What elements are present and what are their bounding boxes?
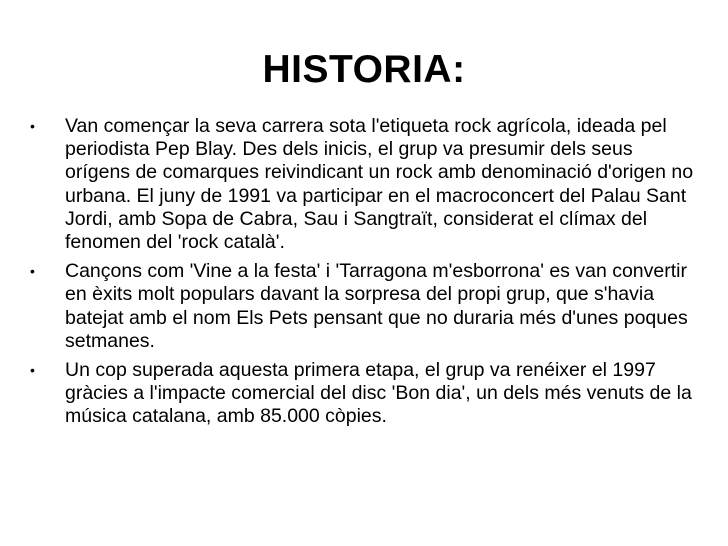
bullet-item [30, 115, 698, 254]
slide-title: HISTORIA: [262, 48, 466, 91]
bullet-item [30, 359, 698, 429]
bullet-text: Un cop superada aquesta primera etapa, el grup va renéixer el 1997 gràcies a l'impacte comercial del disc 'Bon dia', un dels més venuts de la música catalana, amb 85.000 còpies. [65, 359, 692, 428]
bullet-icon: • [30, 362, 35, 379]
bullet-list [30, 115, 698, 435]
bullet-item [30, 260, 698, 353]
bullet-text: Cançons com 'Vine a la festa' i 'Tarragona m'esborrona' es van convertir en èxits molt populars davant la sorpresa del propi grup, que s'havia batejat amb el nom Els Pets pensant que no duraria més d'unes poques setmanes. [65, 260, 688, 352]
bullet-text: Van començar la seva carrera sota l'etiqueta rock agrícola, ideada pel periodista Pep Blay. Des dels inicis, el grup va presumir dels seus orígens de comarques reivindicant un rock amb denominació d'origen no urbana. El juny de 1991 va participar en el macroconcert del Palau Sant Jordi, amb Sopa de Cabra, Sau i Sangtraït, considerat el clímax del fenomen del 'rock català'. [65, 115, 694, 254]
bullet-icon: • [30, 263, 35, 280]
bullet-icon: • [30, 118, 35, 134]
